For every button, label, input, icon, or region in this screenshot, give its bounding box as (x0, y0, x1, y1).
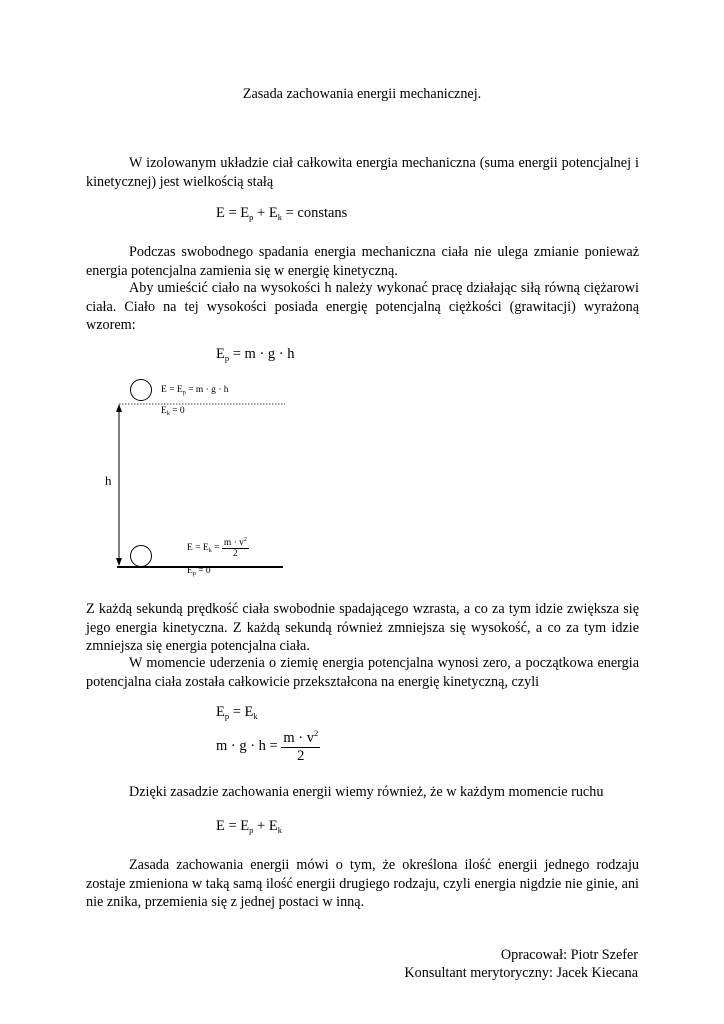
formula-mgh-equals-mv2: m · g · h = $\frac{m \cdot v^2}{2}$ (216, 728, 319, 764)
bottom-potential-label: $E_p = 0$ (187, 566, 211, 577)
consultant-line: Konsultant merytoryczny: Jacek Kiecana (404, 965, 638, 981)
paragraph-conservation: Dzięki zasadzie zachowania energii wiemy również, że w każdym momencie ruchu (129, 784, 604, 800)
formula-sum-energy: $E = E_p + E_k$ (216, 818, 282, 835)
paragraph-work: Aby umieścić ciało na wysokości h należy wykonać pracę działając siłą równą ciężarowi ciała. Ciało na tej wysokości posiada energię potencjalną ciężkości (grawitacji) wyrażoną wzorem: (86, 280, 639, 333)
ball-bottom (131, 546, 152, 567)
paragraph-free-fall: Podczas swobodnego spadania energia mechaniczna ciała nie ulega zmianie ponieważ energia potencjalna zamienia się w energię kinetyczną. (86, 244, 639, 279)
top-energy-label: $E = E_p = m \cdot g \cdot h$ (161, 385, 229, 396)
page-title: Zasada zachowania energii mechanicznej. (242, 86, 482, 102)
bottom-energy-label: $E = E_k$ = $\frac{m \cdot v^2}{2}$ (187, 537, 247, 559)
free-fall-diagram (95, 378, 295, 578)
paragraph-speed: Z każdą sekundą prędkość ciała swobodnie spadającego wzrasta, a co za tym idzie zwiększa się jego energia kinetyczna. Z każdą sekundą również zmniejsza się wysokość, a co za tym idzie zmniejsza się energia potencjalna ciała. (86, 601, 639, 654)
height-arrow-head-top (116, 404, 122, 412)
ball-top (131, 380, 152, 401)
height-arrow-head-bottom (116, 558, 122, 566)
top-kinetic-label: $E_k = 0$ (161, 406, 185, 417)
formula-ep-equals-ek: $E_p = E_k$ (216, 704, 258, 721)
paragraph-principle: Zasada zachowania energii mówi o tym, że określona ilość energii jednego rodzaju zostaje zmieniona w taką samą ilość energii drugiego rodzaju, czyli energia nigdzie nie ginie, ani nie znika, przemienia się z jednej postaci w inną. (86, 857, 639, 910)
height-label: h (105, 473, 112, 488)
paragraph-impact: W momencie uderzenia o ziemię energia potencjalna wynosi zero, a początkowa energia potencjalna ciała została całkowicie przekształcona na energię kinetyczną, czyli (86, 655, 639, 690)
formula-potential-energy: $E_p = m \cdot g \cdot h$ (216, 346, 295, 363)
paragraph-intro: W izolowanym układzie ciał całkowita energia mechaniczna (suma energii potencjalnej i kinetycznej) jest wielkością stałą (86, 155, 639, 190)
author-line: Opracował: Piotr Szefer (500, 947, 638, 963)
formula-total-energy: $E = E_p + E_k$ = constans (216, 205, 348, 222)
